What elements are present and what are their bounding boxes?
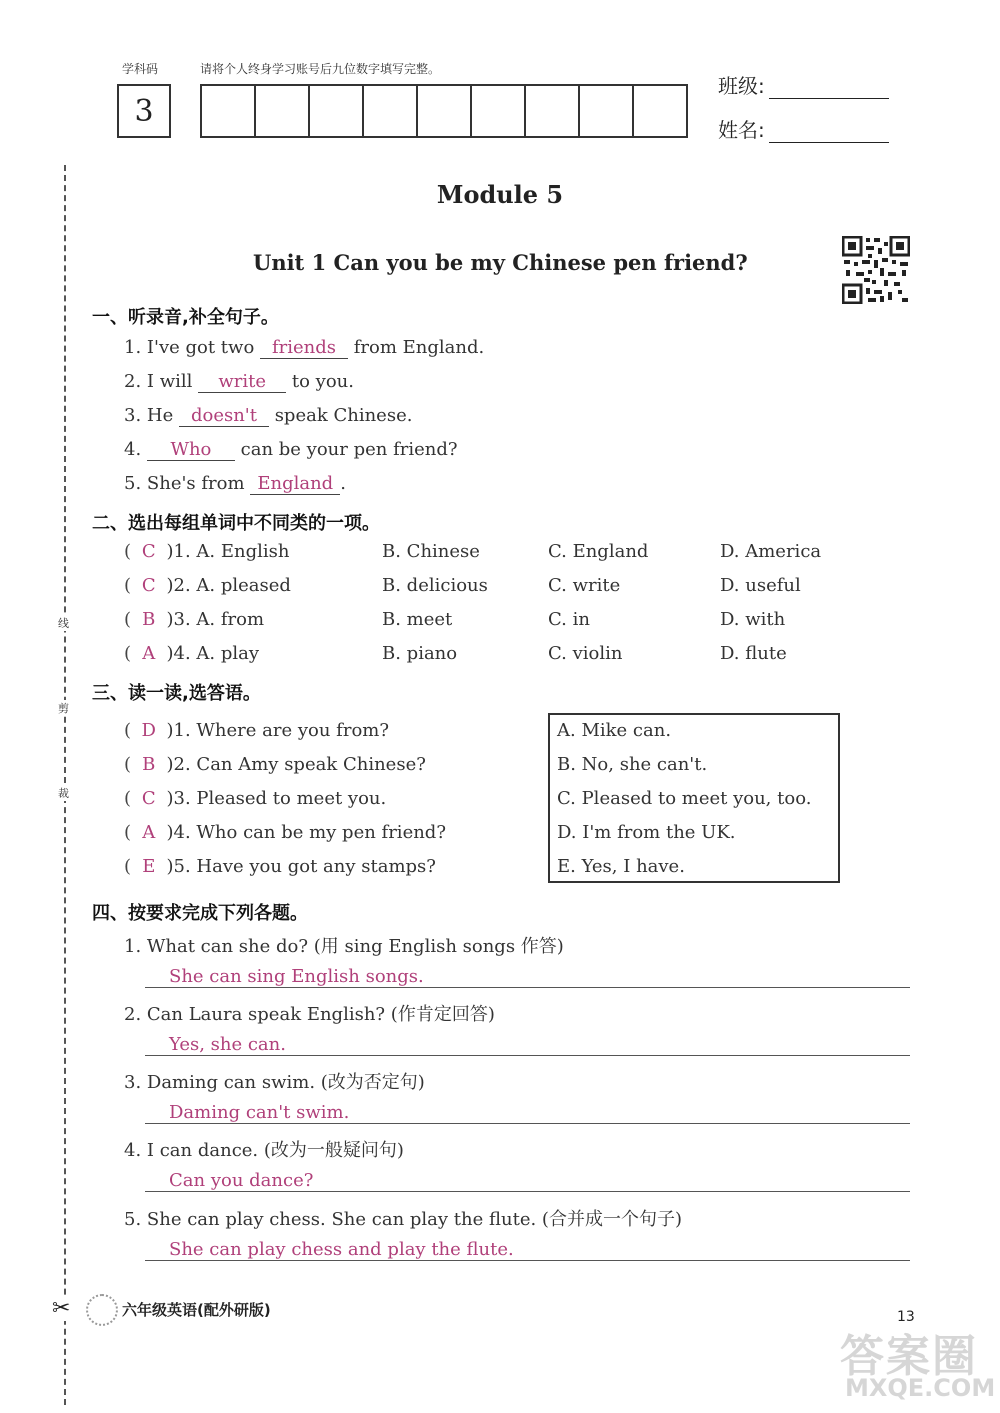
section1-item [124, 473, 346, 495]
section1-item [124, 371, 354, 393]
section1-item [124, 337, 484, 359]
choice-answer[interactable]: B [142, 754, 156, 775]
section4-question: 3. Daming can swim. (改为否定句) [124, 1072, 425, 1093]
item-text: speak Chinese. [268, 405, 413, 426]
section2-row: ( A )4. A. play [124, 643, 260, 664]
answer-line[interactable]: She can sing English songs. [145, 966, 910, 988]
section4-question: 4. I can dance. (改为一般疑问句) [124, 1140, 404, 1161]
choice-answer[interactable]: C [141, 575, 156, 596]
account-number-grid[interactable] [200, 84, 688, 138]
question-text: )5. Have you got any stamps? [166, 856, 436, 877]
option-c: C. England [548, 541, 649, 562]
option-c: C. write [548, 575, 621, 596]
section4-question: 2. Can Laura speak English? (作肯定回答) [124, 1004, 495, 1025]
item-text: from England. [348, 337, 485, 358]
section3-question: ( E )5. Have you got any stamps? [124, 856, 436, 877]
account-digit-cell[interactable] [472, 86, 526, 136]
choice-answer[interactable]: A [142, 822, 156, 843]
choice-answer[interactable]: C [141, 788, 156, 809]
section1-item [124, 405, 412, 427]
section1-item [124, 439, 458, 461]
fill-blank[interactable]: friends [260, 337, 348, 359]
class-blank[interactable] [769, 76, 889, 99]
answer-option: D. I'm from the UK. [557, 822, 736, 843]
option-a: )3. A. from [166, 609, 265, 630]
subject-code-label: 学科码 [122, 62, 159, 76]
cut-label-trim: 裁 [58, 787, 69, 800]
account-digit-cell[interactable] [634, 86, 686, 136]
fill-blank[interactable]: England [250, 473, 340, 495]
section3-question: ( C )3. Pleased to meet you. [124, 788, 387, 809]
account-digit-cell[interactable] [526, 86, 580, 136]
fill-blank[interactable]: Who [147, 439, 235, 461]
answer-option: C. Pleased to meet you, too. [557, 788, 812, 809]
account-digit-cell[interactable] [202, 86, 256, 136]
book-title: 六年级英语(配外研版) [122, 1301, 271, 1319]
item-text: 1. I've got two [124, 337, 261, 358]
watermark-site: MXQE.COM [845, 1374, 996, 1402]
option-d: D. flute [720, 643, 787, 664]
item-text: to you. [286, 371, 354, 392]
section4-question: 5. She can play chess. She can play the flute. (合并成一个句子) [124, 1209, 682, 1230]
unit-title: Unit 1 Can you be my Chinese pen friend? [253, 250, 748, 275]
answer-option: A. Mike can. [557, 720, 672, 741]
answer-line[interactable]: Can you dance? [145, 1170, 910, 1192]
account-digit-cell[interactable] [310, 86, 364, 136]
option-a: )4. A. play [166, 643, 260, 664]
question-text: )1. Where are you from? [166, 720, 389, 741]
page-title: Module 5 [436, 180, 564, 209]
answer-option: E. Yes, I have. [557, 856, 685, 877]
cut-label-cut: 剪 [58, 702, 69, 715]
section3-heading: 三、读一读,选答语。 [92, 683, 261, 704]
section2-row: ( C )2. A. pleased [124, 575, 291, 596]
section4-question: 1. What can she do? (用 sing English songs 作答) [124, 936, 564, 957]
option-b: B. piano [382, 643, 458, 664]
option-a: )1. A. English [166, 541, 290, 562]
fill-blank[interactable]: write [198, 371, 286, 393]
option-d: D. useful [720, 575, 801, 596]
section3-question: ( D )1. Where are you from? [124, 720, 389, 741]
answer-line[interactable]: She can play chess and play the flute. [145, 1239, 910, 1261]
item-text: 2. I will [124, 371, 199, 392]
name-field[interactable] [718, 114, 889, 143]
account-digit-cell[interactable] [256, 86, 310, 136]
subject-code-box: 3 [117, 84, 171, 138]
scissors-icon: ✂ [52, 1296, 71, 1321]
section2-heading: 二、选出每组单词中不同类的一项。 [92, 513, 380, 534]
choice-answer[interactable]: B [142, 609, 156, 630]
item-text: 4. [124, 439, 147, 460]
choice-answer[interactable]: C [141, 541, 156, 562]
class-field[interactable] [718, 70, 889, 99]
account-digit-cell[interactable] [364, 86, 418, 136]
answer-line[interactable]: Yes, she can. [145, 1034, 910, 1056]
question-text: )3. Pleased to meet you. [166, 788, 387, 809]
account-digit-cell[interactable] [418, 86, 472, 136]
book-logo-icon [86, 1294, 118, 1326]
section3-question: ( B )2. Can Amy speak Chinese? [124, 754, 426, 775]
item-text: . [340, 473, 347, 494]
watermark-logo: 答案圈 [840, 1331, 978, 1382]
page-number: 13 [897, 1309, 915, 1325]
choice-answer[interactable]: E [142, 856, 156, 877]
option-b: B. delicious [382, 575, 488, 596]
section4-heading: 四、按要求完成下列各题。 [92, 903, 308, 924]
item-text: 3. He [124, 405, 179, 426]
option-b: B. Chinese [382, 541, 480, 562]
name-blank[interactable] [769, 120, 889, 143]
answer-line[interactable]: Daming can't swim. [145, 1102, 910, 1124]
option-d: D. with [720, 609, 786, 630]
choice-answer[interactable]: D [141, 720, 156, 741]
option-b: B. meet [382, 609, 453, 630]
question-text: )2. Can Amy speak Chinese? [166, 754, 426, 775]
account-instruction: 请将个人终身学习账号后九位数字填写完整。 [200, 62, 441, 76]
qr-code-icon[interactable] [842, 236, 910, 304]
item-text: can be your pen friend? [234, 439, 458, 460]
choice-answer[interactable]: A [142, 643, 156, 664]
account-digit-cell[interactable] [580, 86, 634, 136]
fill-blank[interactable]: doesn't [179, 405, 269, 427]
option-c: C. violin [548, 643, 623, 664]
name-label: 姓名: [718, 118, 765, 142]
section2-row: ( C )1. A. English [124, 541, 290, 562]
option-c: C. in [548, 609, 590, 630]
class-label: 班级: [718, 74, 765, 98]
option-d: D. America [720, 541, 822, 562]
section3-question: ( A )4. Who can be my pen friend? [124, 822, 446, 843]
section1-heading: 一、听录音,补全句子。 [92, 307, 279, 328]
cut-label-line: 线 [58, 617, 69, 630]
answer-option: B. No, she can't. [557, 754, 708, 775]
item-text: 5. She's from [124, 473, 251, 494]
option-a: )2. A. pleased [166, 575, 291, 596]
section2-row: ( B )3. A. from [124, 609, 265, 630]
question-text: )4. Who can be my pen friend? [166, 822, 446, 843]
